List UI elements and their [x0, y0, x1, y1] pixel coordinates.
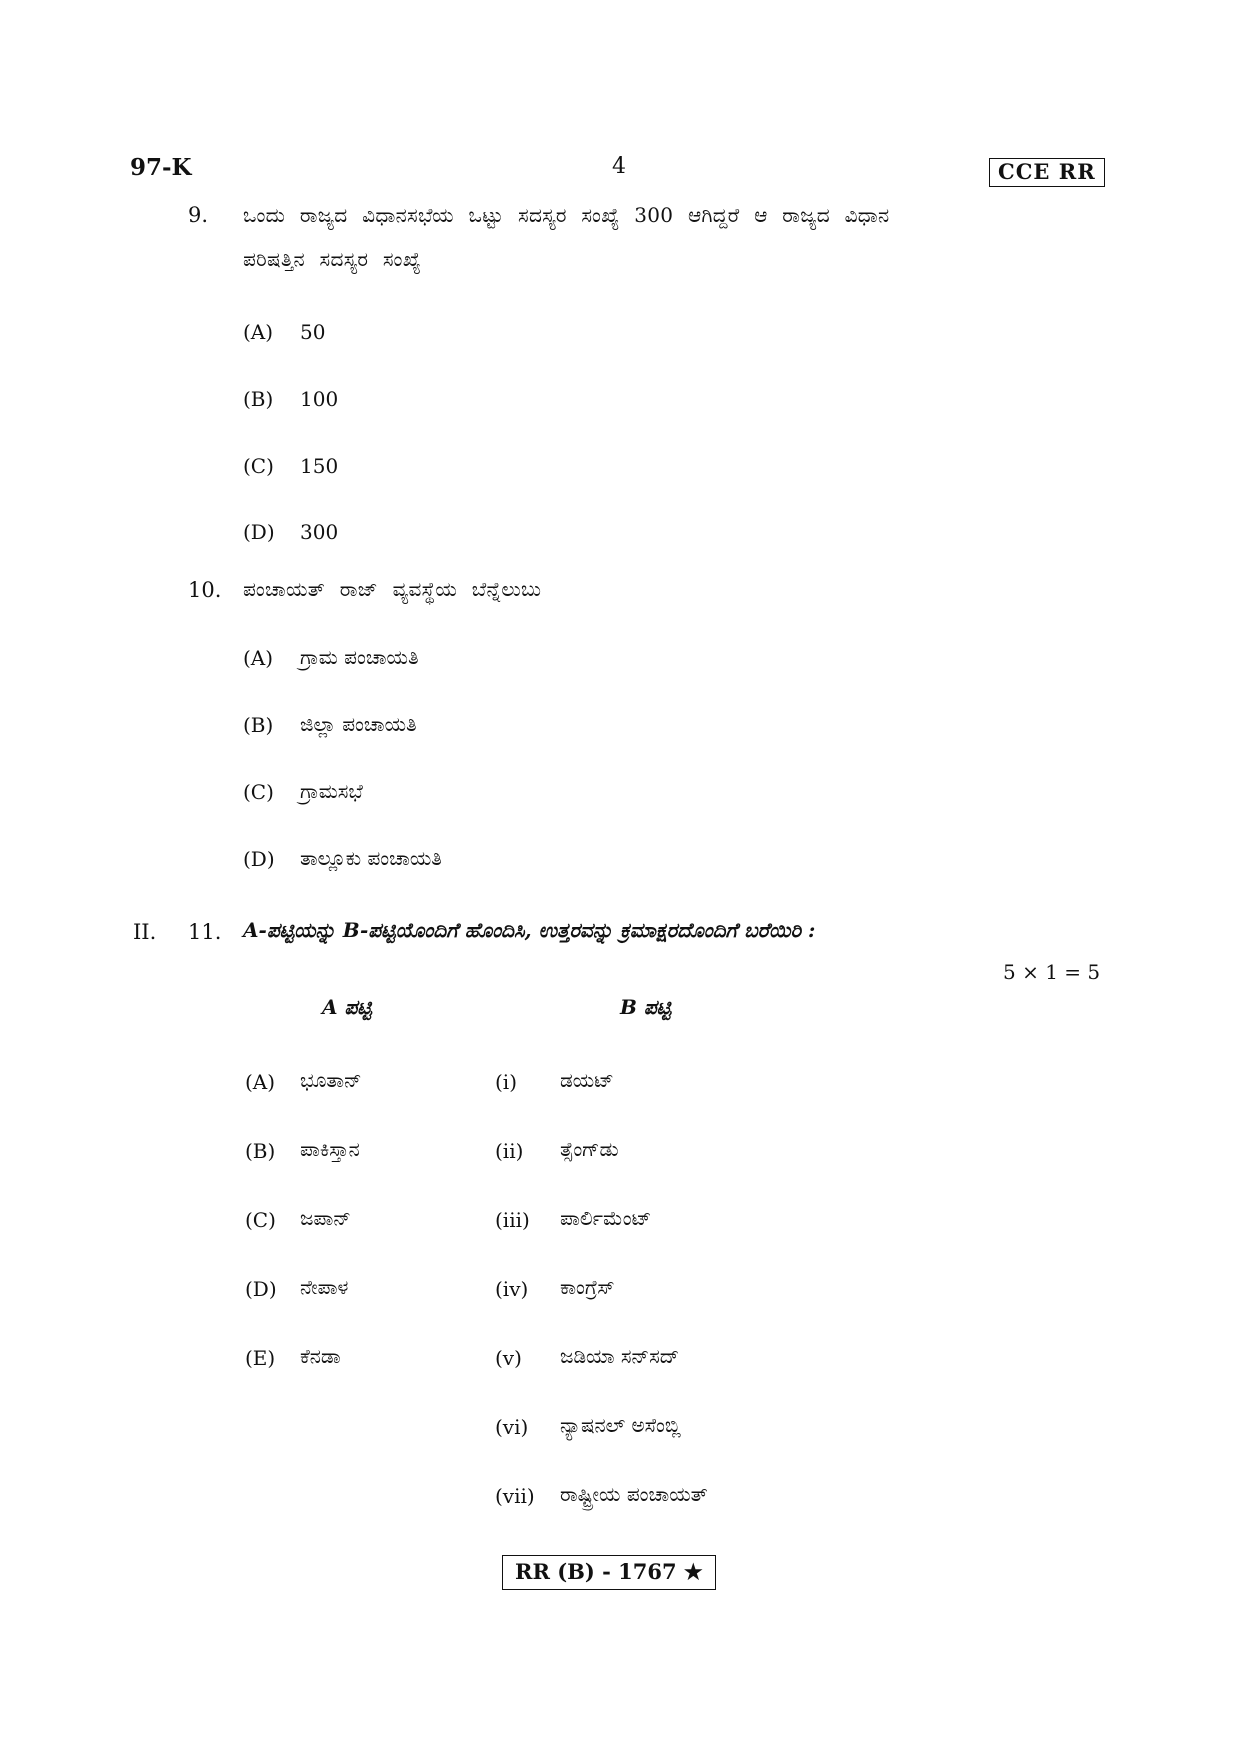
- col-b-item: ನ್ಯಾಷನಲ್ ಅಸೆಂಬ್ಲಿ: [560, 1413, 681, 1437]
- col-b-label: (i): [495, 1070, 518, 1094]
- col-a-label: (A): [245, 1070, 276, 1094]
- col-a-label: (B): [245, 1139, 276, 1163]
- q9-option-d-value: 300: [300, 520, 339, 544]
- q10-option-d-value: ತಾಲ್ಲೂಕು ಪಂಚಾಯತಿ: [300, 846, 442, 870]
- q10-text: ಪಂಚಾಯತ್ ರಾಜ್ ವ್ಯವಸ್ಥೆಯ ಬೆನ್ನೆಲುಬು: [243, 577, 542, 601]
- q9-option-b-label: (B): [243, 387, 274, 411]
- col-b-label: (v): [495, 1346, 522, 1370]
- cce-rr-badge: CCE RR: [989, 158, 1105, 187]
- col-a-label: (D): [245, 1277, 277, 1301]
- q9-option-c-label: (C): [243, 454, 274, 478]
- q9-option-b-value: 100: [300, 387, 339, 411]
- q11-marks: 5 × 1 = 5: [1003, 960, 1101, 984]
- col-a-item: ಪಾಕಿಸ್ತಾನ: [300, 1137, 360, 1161]
- q9-option-c-value: 150: [300, 454, 339, 478]
- col-a-item: ನೇಪಾಳ: [300, 1275, 349, 1299]
- q10-option-c-value: ಗ್ರಾಮಸಭೆ: [300, 779, 363, 803]
- q10-option-a-value: ಗ್ರಾಮ ಪಂಚಾಯತಿ: [300, 645, 419, 669]
- q9-number: 9.: [188, 203, 209, 227]
- col-b-item: ಪಾರ್ಲಿಮೆಂಟ್: [560, 1206, 652, 1230]
- q10-option-b-value: ಜಿಲ್ಲಾ ಪಂಚಾಯತಿ: [300, 712, 417, 736]
- column-a-heading: A ಪಟ್ಟಿ: [322, 995, 372, 1019]
- q11-text: A-ಪಟ್ಟಿಯನ್ನು B-ಪಟ್ಟಿಯೊಂದಿಗೆ ಹೊಂದಿಸಿ, ಉತ್ತರವನ್ನು ಕ್ರಮಾಕ್ಷರದೊಂದಿಗೆ ಬರೆಯಿರಿ :: [243, 918, 816, 942]
- col-b-item: ಡಯಟ್: [560, 1068, 614, 1092]
- col-b-item: ತ್ಸೆಂಗ್‌ಡು: [560, 1137, 619, 1161]
- q10-number: 10.: [188, 578, 222, 602]
- col-b-label: (ii): [495, 1139, 524, 1163]
- col-b-label: (iii): [495, 1208, 530, 1232]
- q10-option-a-label: (A): [243, 646, 274, 670]
- q9-text-line2: ಪರಿಷತ್ತಿನ ಸದಸ್ಯರ ಸಂಖ್ಯೆ: [243, 247, 422, 271]
- footer-code: RR (B) - 1767 ★: [502, 1555, 716, 1590]
- col-b-label: (iv): [495, 1277, 529, 1301]
- q10-option-b-label: (B): [243, 713, 274, 737]
- col-a-item: ಕೆನಡಾ: [300, 1344, 341, 1368]
- col-b-item: ಜಡಿಯಾ ಸನ್‌ಸದ್: [560, 1344, 680, 1368]
- page-number: 4: [612, 154, 626, 179]
- paper-code: 97-K: [130, 154, 192, 181]
- col-a-label: (E): [245, 1346, 276, 1370]
- q9-option-a-value: 50: [300, 320, 326, 344]
- section-number: II.: [133, 920, 157, 944]
- q9-text-line1: ಒಂದು ರಾಜ್ಯದ ವಿಧಾನಸಭೆಯ ಒಟ್ಟು ಸದಸ್ಯರ ಸಂಖ್ಯೆ 300 ಆಗಿದ್ದರೆ ಆ ರಾಜ್ಯದ ವಿಧಾನ: [243, 203, 890, 227]
- col-a-item: ಭೂತಾನ್: [300, 1068, 362, 1092]
- q10-option-d-label: (D): [243, 847, 275, 871]
- col-b-item: ರಾಷ್ಟ್ರೀಯ ಪಂಚಾಯತ್: [560, 1482, 708, 1506]
- col-b-item: ಕಾಂಗ್ರೆಸ್: [560, 1275, 615, 1299]
- q11-number: 11.: [188, 920, 222, 944]
- q9-option-a-label: (A): [243, 320, 274, 344]
- col-a-label: (C): [245, 1208, 276, 1232]
- column-b-heading: B ಪಟ್ಟಿ: [620, 995, 672, 1019]
- q10-option-c-label: (C): [243, 780, 274, 804]
- q9-option-d-label: (D): [243, 520, 275, 544]
- col-a-item: ಜಪಾನ್: [300, 1206, 351, 1230]
- col-b-label: (vii): [495, 1484, 535, 1508]
- col-b-label: (vi): [495, 1415, 529, 1439]
